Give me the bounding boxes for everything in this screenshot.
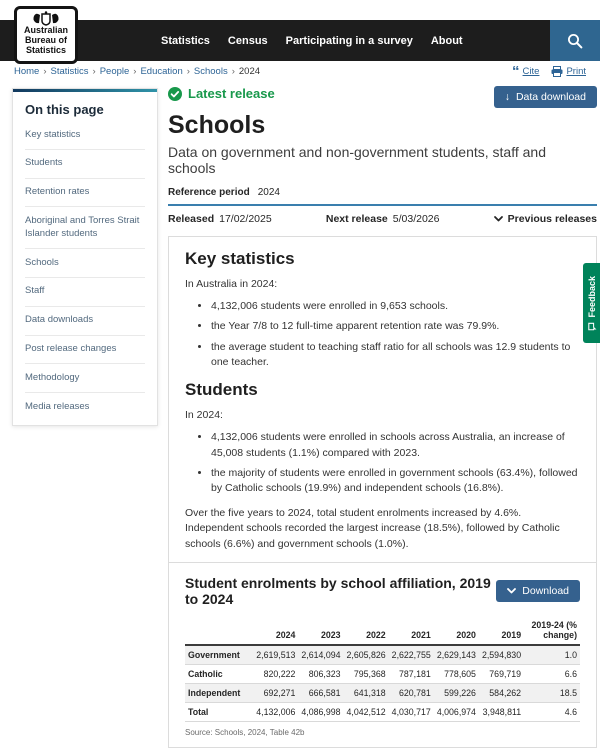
table-row-total (185, 702, 580, 721)
table-column-header: 2020 (434, 616, 479, 645)
table-cell: 2,622,755 (391, 649, 431, 660)
print-label: Print (566, 66, 586, 77)
logo-text: Australian Bureau of Statistics (23, 25, 68, 55)
table-column-header (185, 616, 253, 645)
previous-releases-toggle[interactable]: Previous releases (494, 213, 597, 225)
sidebar-item-post-release-changes[interactable]: Post release changes (25, 335, 145, 364)
table-cell: 3,948,811 (482, 706, 522, 717)
row-label: Independent (188, 687, 241, 698)
breadcrumb-separator: › (133, 66, 137, 77)
enrolments-table-section (168, 562, 597, 748)
sidebar-item-key-statistics[interactable]: Key statistics (25, 128, 81, 140)
key-statistics-list (211, 299, 580, 370)
table-column-header: 2021 (389, 616, 434, 645)
sidebar-item-aboriginal-and-torres-strait-islander-students[interactable]: Aboriginal and Torres Strait Islander students (25, 206, 145, 248)
table-cell: 599,226 (444, 687, 476, 698)
table-cell: 6.6 (564, 668, 577, 679)
page-title: Schools (168, 111, 266, 139)
table-cell: 2,629,143 (436, 649, 476, 660)
search-icon (567, 33, 583, 49)
enrolments-table (185, 616, 580, 722)
on-this-page-panel (12, 88, 158, 426)
breadcrumb-link-statistics[interactable]: Statistics (50, 66, 89, 77)
chevron-down-icon (507, 588, 516, 594)
table-cell: 769,719 (489, 668, 522, 679)
table-cell: 806,323 (308, 668, 341, 679)
table-source-note: Source: Schools, 2024, Table 42b (185, 727, 305, 737)
nav-item-participating-in-a-survey[interactable]: Participating in a survey (285, 34, 413, 47)
students-heading: Students (185, 380, 258, 400)
table-column-header: 2019 (479, 616, 524, 645)
table-row-government (185, 645, 580, 665)
table-cell: 2,605,826 (346, 649, 386, 660)
breadcrumb-separator: › (186, 66, 190, 77)
table-cell: 1.0 (564, 649, 577, 660)
feedback-bubble-icon (588, 322, 596, 330)
table-header-row (185, 616, 580, 645)
released-date: Released 17/02/2025 (168, 213, 272, 225)
sidebar-item-staff[interactable]: Staff (25, 277, 145, 306)
table-cell: 4,086,998 (301, 706, 341, 717)
row-label: Government (188, 649, 240, 660)
printer-icon (551, 66, 563, 77)
table-cell: 795,368 (353, 668, 386, 679)
feedback-button[interactable] (583, 263, 600, 343)
table-cell: 641,318 (353, 687, 386, 698)
sidebar-item-media-releases[interactable]: Media releases (25, 392, 145, 421)
breadcrumb-separator: › (43, 66, 47, 77)
key-statistics-heading: Key statistics (185, 249, 295, 268)
key-statistic-item: • the Year 7/8 to 12 full-time apparent retention rate was 79.9%. (211, 319, 580, 334)
page-subtitle: Data on government and non-government students, staff and schools (168, 144, 546, 176)
nav-item-about[interactable]: About (430, 34, 463, 47)
latest-release-badge (168, 86, 275, 101)
sidebar-item-data-downloads[interactable]: Data downloads (25, 306, 145, 335)
table-cell: 2,594,830 (481, 649, 522, 660)
table-cell: 2,614,094 (301, 649, 341, 660)
document-actions (512, 62, 586, 80)
table-cell: 778,605 (444, 668, 476, 679)
sidebar-item-schools[interactable]: Schools (25, 248, 145, 277)
table-cell: 4,042,512 (346, 706, 386, 717)
key-statistics-section (168, 236, 597, 563)
feedback-label: Feedback (586, 275, 597, 318)
breadcrumb-link-people[interactable]: People (99, 66, 130, 77)
table-cell: 4,030,717 (391, 706, 431, 717)
table-cell: 820,222 (263, 668, 296, 679)
table-cell: 4,006,974 (436, 706, 476, 717)
breadcrumb-link-schools[interactable]: Schools (193, 66, 228, 77)
key-statistic-item: • the average student to teaching staff ratio for all schools was 12.9 students to one teacher. (211, 340, 580, 370)
students-list (211, 430, 580, 496)
table-row-catholic (185, 664, 580, 683)
main-content (168, 86, 597, 748)
table-cell: 2,619,513 (256, 649, 296, 660)
students-item: • the majority of students were enrolled in government schools (63.4%), followed by Catholic schools (19.9%) and independent schools (16.8%). (211, 466, 580, 496)
abs-logo[interactable] (14, 6, 78, 64)
table-cell: 666,581 (308, 687, 341, 698)
quote-icon: “ (512, 62, 520, 80)
table-cell: 787,181 (399, 668, 431, 679)
table-download-button[interactable]: Download (496, 580, 580, 602)
row-label: Catholic (188, 668, 223, 679)
check-circle-icon (168, 87, 182, 101)
chevron-down-icon (494, 216, 503, 222)
sidebar-item-methodology[interactable]: Methodology (25, 363, 145, 392)
breadcrumb-separator: › (92, 66, 96, 77)
table-cell: 620,781 (399, 687, 431, 698)
breadcrumb (14, 66, 260, 77)
download-arrow-icon: ↓ (504, 91, 510, 103)
key-statistic-item: • 4,132,006 students were enrolled in 9,653 schools. (211, 299, 580, 314)
table-column-header: 2023 (298, 616, 343, 645)
nav-item-statistics[interactable]: Statistics (161, 34, 210, 47)
table-column-header: 2022 (344, 616, 389, 645)
sidebar-item-retention-rates[interactable]: Retention rates (25, 178, 145, 207)
enrolments-table-heading: Student enrolments by school affiliation, 2019 to 2024 (185, 574, 491, 607)
table-cell: 584,262 (489, 687, 522, 698)
key-statistics-intro: In Australia in 2024: (185, 278, 278, 290)
latest-release-label: Latest release (188, 86, 275, 101)
students-intro: In 2024: (185, 409, 223, 422)
breadcrumb-current: 2024 (238, 66, 261, 77)
next-release-date: Next release 5/03/2026 (325, 213, 440, 225)
coat-of-arms-icon (29, 11, 63, 26)
table-cell: 18.5 (559, 687, 577, 698)
reference-period: Reference period 2024 (168, 187, 280, 198)
search-button[interactable] (550, 20, 600, 61)
table-column-header: 2024 (253, 616, 298, 645)
table-row-independent (185, 683, 580, 702)
breadcrumb-link-education[interactable]: Education (140, 66, 183, 77)
table-cell: 692,271 (263, 687, 296, 698)
cite-button[interactable] (512, 62, 540, 80)
nav-item-census[interactable]: Census (227, 34, 268, 47)
breadcrumb-separator: › (231, 66, 235, 77)
table-column-header: 2019-24 (% change) (524, 616, 580, 645)
students-paragraph: Over the five years to 2024, total student enrolments increased by 4.6%. Independent schools recorded the largest increase (18.5%), followed by Catholic schools (6.6%) and government schools (1.0%). (185, 507, 560, 550)
sidebar-item-students[interactable]: Students (25, 149, 145, 178)
table-cell: 4,132,006 (256, 706, 296, 717)
site-header (0, 20, 600, 61)
breadcrumb-link-home[interactable]: Home (14, 66, 40, 77)
table-cell: 4.6 (564, 706, 577, 717)
main-navigation (161, 20, 463, 61)
reference-period-rule (168, 204, 597, 206)
data-download-button[interactable]: ↓ Data download (494, 86, 597, 108)
students-item: • 4,132,006 students were enrolled in schools across Australia, an increase of 45,008 students (1.1%) compared with 2023. (211, 430, 580, 460)
row-label: Total (188, 706, 209, 717)
print-button[interactable] (551, 66, 586, 77)
cite-label: Cite (522, 66, 540, 77)
on-this-page-title: On this page (25, 102, 104, 117)
